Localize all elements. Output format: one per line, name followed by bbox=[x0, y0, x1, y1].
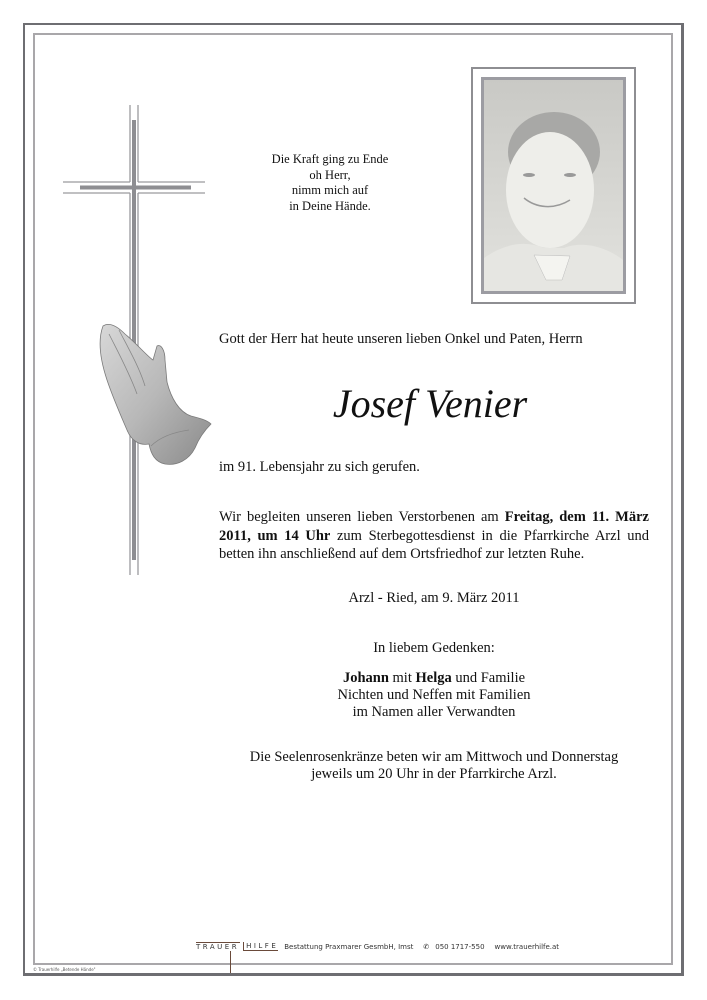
portrait-photo-frame bbox=[471, 67, 636, 304]
mourners-line-3: im Namen aller Verwandten bbox=[352, 704, 516, 720]
rosary-line: Die Seelenrosenkränze beten wir am Mittwoch und Donnerstag bbox=[249, 749, 619, 765]
website-link[interactable]: www.trauerhilfe.at bbox=[494, 942, 560, 951]
phone-icon: ✆ bbox=[423, 942, 430, 951]
mourners bbox=[219, 670, 649, 721]
funeral-line-1 bbox=[219, 508, 649, 527]
intro-text: Gott der Herr hat heute unseren lieben Onkel und Paten, Herrn bbox=[219, 331, 583, 347]
motto-line: oh Herr, bbox=[309, 167, 351, 182]
logo-text-a: TRAUER bbox=[196, 943, 240, 951]
funeral-text: zum Sterbegottesdienst in die Pfarrkirche Arzl und bbox=[330, 527, 649, 544]
portrait-photo bbox=[481, 77, 626, 294]
company-name: Bestattung Praxmarer GesmbH, Imst bbox=[284, 942, 414, 951]
funeral-text: Wir begleiten unseren lieben Verstorbenen am bbox=[219, 509, 505, 525]
praying-hands-icon bbox=[95, 320, 215, 470]
mourners-line-1 bbox=[219, 670, 649, 687]
mourner-text: und Familie bbox=[451, 670, 526, 686]
mourner-name: Helga bbox=[415, 670, 452, 686]
motto-verse bbox=[250, 152, 410, 214]
mourner-name: Johann bbox=[342, 670, 389, 686]
funeral-line-3: betten ihn anschließend auf dem Ortsfriedhof zur letzten Ruhe. bbox=[219, 546, 585, 562]
motto-line: in Deine Hände. bbox=[289, 198, 371, 213]
age-text: im 91. Lebensjahr zu sich gerufen. bbox=[219, 459, 420, 475]
motto-line: Die Kraft ging zu Ende bbox=[271, 152, 389, 166]
funeral-line-2 bbox=[219, 527, 649, 546]
rosary-line: jeweils um 20 Uhr in der Pfarrkirche Arzl. bbox=[311, 766, 557, 782]
mourner-text: mit bbox=[388, 670, 416, 686]
phone-number: 050 1717-550 bbox=[435, 942, 485, 951]
portrait-figure-icon bbox=[484, 80, 623, 291]
copyright-notice: © Trauerhilfe „Betende Hände" bbox=[33, 967, 96, 972]
logo-text-b: HILFE bbox=[243, 942, 278, 951]
rosary-notice bbox=[219, 749, 649, 783]
deceased-name: Josef Venier bbox=[332, 381, 528, 426]
motto-line: nimm mich auf bbox=[291, 183, 369, 197]
memory-heading: In liebem Gedenken: bbox=[373, 640, 495, 656]
trauerhilfe-logo bbox=[196, 942, 278, 951]
mourners-line-2: Nichten und Neffen mit Familien bbox=[337, 687, 531, 703]
logo-stem bbox=[230, 951, 231, 973]
funeral-time: 2011, um 14 Uhr bbox=[219, 527, 331, 544]
place-date: Arzl - Ried, am 9. März 2011 bbox=[348, 590, 520, 606]
funeral-date: Freitag, dem 11. März bbox=[504, 509, 649, 525]
footer bbox=[196, 942, 559, 951]
funeral-details bbox=[219, 508, 649, 564]
